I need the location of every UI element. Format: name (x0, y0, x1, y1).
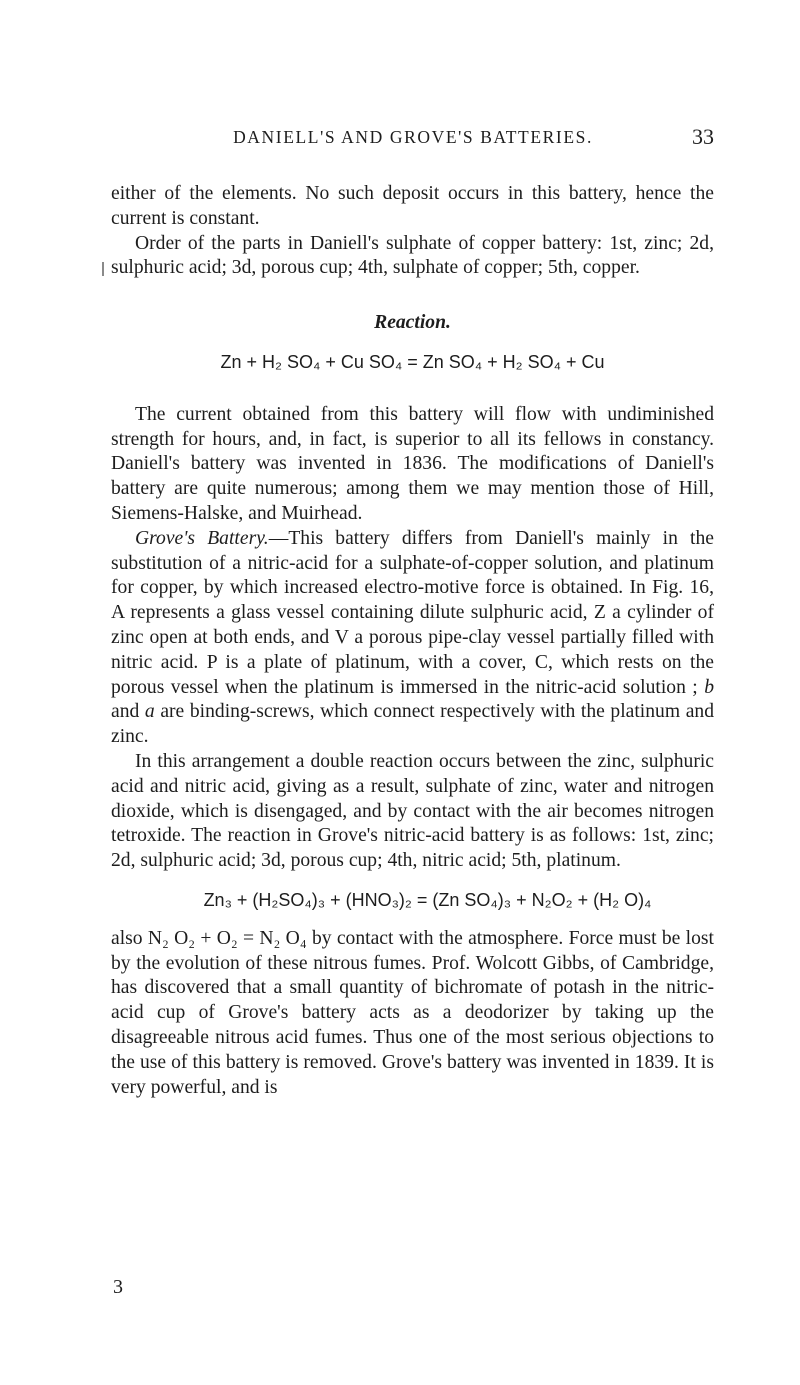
body-text (111, 182, 714, 1100)
paragraph-continued: either of the elements. No such deposit occurs in this battery, hence the current is constant. (111, 183, 714, 229)
paragraph-grove-battery (111, 527, 714, 750)
running-title: DANIELL'S AND GROVE'S BATTERIES. (233, 127, 593, 147)
grove-battery-text-end: are binding-screws, which connect respectively with the platinum and zinc. (111, 701, 714, 748)
paragraph-daniell-order: Order of the parts in Daniell's sulphate of copper battery: 1st, zinc; 2d, sulphuric acid; 3d, porous cup; 4th, sulphate of copper; 5th, copper. (111, 232, 714, 279)
text-and: and (111, 701, 145, 723)
formula-daniell: Zn + H₂ SO₄ + Cu SO₄ = Zn SO₄ + H₂ SO₄ + Cu (220, 351, 605, 372)
grove-battery-title: Grove's Battery. (135, 527, 269, 549)
grove-battery-text: —This battery differs from Daniell's mainly in the substitution of a nitric-acid for a sulphate-of-copper solution, and platinum for copper, by which increased electro-motive force is obtained. In Fig. 16, A represents a glass vessel containing dilute sulphuric acid, Z a cylinder of zinc open at both ends, and V a porous pipe-clay vessel partially filled with nitric acid. P is a plate of platinum, with a cover, C, which rests on the porous vessel when the platinum is immersed in the nitric-acid solution ; (111, 527, 714, 698)
signature-mark: 3 (113, 1276, 123, 1298)
formula-grove: Zn₃ + (H₂SO₄)₃ + (HNO₃)₂ = (Zn SO₄)₃ + N₂O₂ + (H₂ O)₄ (203, 889, 652, 910)
margin-mark (102, 262, 104, 276)
paragraph-nitrous-fumes: also N₂ O₂ + O₂ = N₂ O₄ by contact with the atmosphere. Force must be lost by the evolution of these nitrous fumes. Prof. Wolcott Gibbs, of Cambridge, has discovered that a small quantity of bichromate of potash in the nitric-acid cup of Grove's battery acts as a deodorizer by taking up the disagreeable nitrous acid fumes. Thus one of the most serious objections to the use of this battery is removed. Grove's battery was invented in 1839. It is very powerful, and is (111, 927, 714, 1098)
section-heading-reaction: Reaction. (374, 312, 451, 334)
paragraph-double-reaction: In this arrangement a double reaction occurs between the zinc, sulphuric acid and nitric acid, giving as a result, sulphate of zinc, water and nitrogen dioxide, which is disengaged, and by contact with the air becomes nitrogen tetroxide. The reaction in Grove's nitric-acid battery is as follows: 1st, zinc; 2d, sulphuric acid; 3d, porous cup; 4th, nitric acid; 5th, platinum. (111, 750, 714, 872)
label-a: a (144, 701, 155, 723)
page-number: 33 (692, 124, 714, 149)
page-header (112, 124, 714, 158)
paragraph-daniell-current: The current obtained from this battery will flow with undiminished strength for hours, and, in fact, is superior to all its fellows in constancy. Daniell's battery was invented in 1836. The modifications of Daniell's battery are quite numerous; among them we may mention those of Hill, Siemens-Halske, and Muirhead. (111, 403, 714, 524)
label-b: b (704, 676, 715, 698)
